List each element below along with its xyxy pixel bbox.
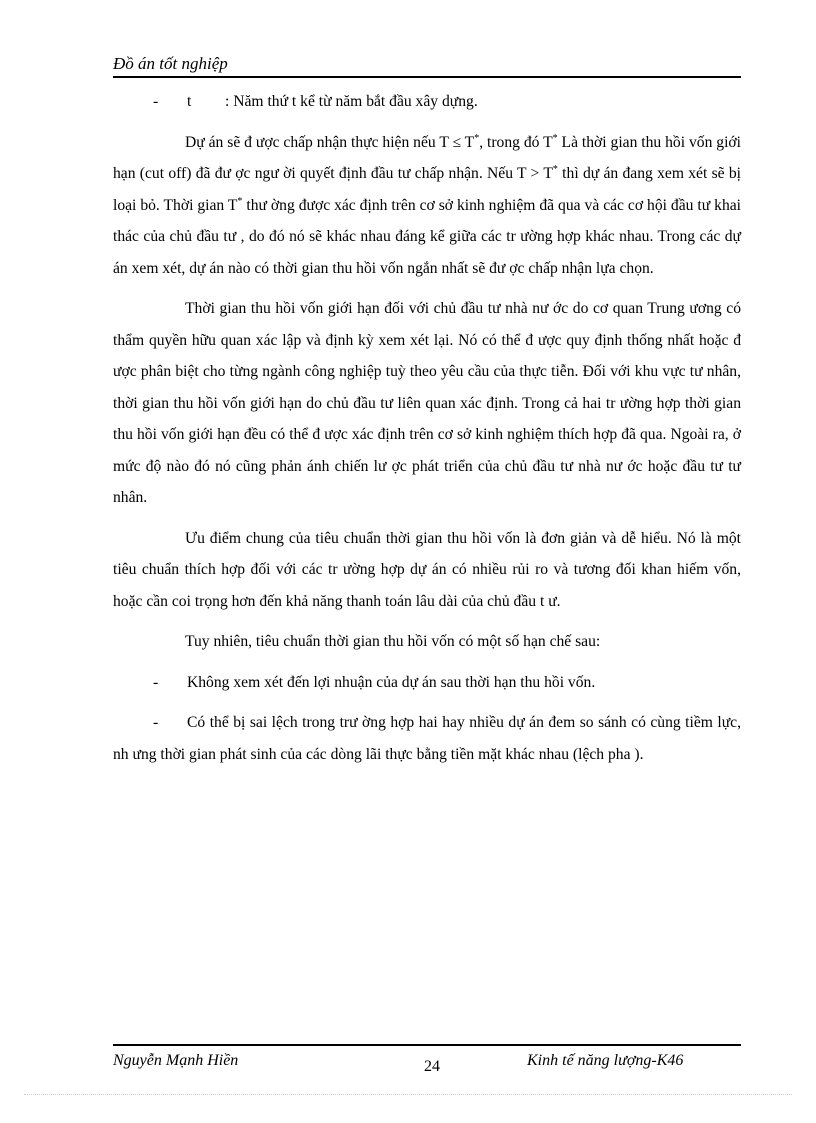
p1-part-e: thư ờng được xác định trên cơ sở kinh nghiệm đã qua và các cơ hội đầu tư khai thác của chủ đầu tư , do đó nó sẽ khác nhau đáng kể giữa các tr ường hợp khác nhau. Trong các dự án xem xét, dự án nào có thời gian thu hồi vốn ngắn nhất sẽ đư ợc chấp nhận lựa chọn. — [113, 196, 741, 277]
footer-rule — [113, 1044, 741, 1046]
limitation-item-1 — [113, 667, 741, 699]
limitation-text-1: Không xem xét đến lợi nhuận của dự án sau thời hạn thu hồi vốn. — [187, 673, 596, 691]
page-body — [113, 86, 741, 779]
header-rule — [113, 76, 741, 78]
footer-course: Kinh tế năng lượng-K46 — [527, 1052, 684, 1069]
page-boundary-line — [24, 1094, 792, 1095]
limitation-text-2: Có thể bị sai lệch trong trư ờng hợp hai hay nhiều dự án đem so sánh có cùng tiềm lực, nh ưng thời gian phát sinh của các dòng lãi thực bằng tiền mặt khác nhau (lệch pha ). — [113, 714, 741, 763]
definition-text: : Năm thứ t kể từ năm bắt đầu xây dựng. — [225, 93, 478, 110]
definition-item-t — [113, 86, 741, 118]
paragraph-advantages: Ưu điểm chung của tiêu chuẩn thời gian thu hồi vốn là đơn giản và dễ hiểu. Nó là một tiêu chuẩn thích hợp đối với các tr ường hợp dự án có nhiều rủi ro và tương đối khan hiếm vốn, hoặc cần coi trọng hơn đến khả năng thanh toán lâu dài của chủ đầu t ư. — [113, 529, 741, 610]
paragraph-acceptance — [113, 127, 741, 285]
superscript-star: * — [552, 163, 558, 175]
header-title: Đồ án tốt nghiệp — [113, 54, 228, 73]
limitation-item-2 — [113, 707, 741, 770]
superscript-star: * — [474, 132, 480, 144]
p1-part-c: Là thời gian thu hồi vốn giới hạn (cut off) đã đư ợc ngư ời quyết định đầu tư chấp nhận. Nếu T > T — [113, 133, 741, 182]
footer-author: Nguyễn Mạnh Hiền — [113, 1052, 239, 1069]
paragraph-limitations-intro: Tuy nhiên, tiêu chuẩn thời gian thu hồi vốn có một số hạn chế sau: — [185, 633, 601, 650]
bullet-dash: - — [153, 714, 159, 731]
p1-part-d: thì dự án đang xem xét sẽ bị loại bỏ. Thời gian T — [113, 165, 741, 214]
bullet-dash: - — [153, 93, 159, 110]
superscript-star: * — [237, 195, 243, 207]
page-number: 24 — [424, 1058, 440, 1075]
superscript-star: * — [552, 132, 558, 144]
p1-part-b: , trong đó T — [479, 133, 553, 151]
symbol-t: t — [187, 93, 192, 110]
paragraph-cutoff-period: Thời gian thu hồi vốn giới hạn đối với chủ đầu tư nhà nư ớc do cơ quan Trung ương có thẩm quyền hữu quan xác lập và định kỳ xem xét lại. Nó có thể đ ược quy định thống nhất hoặc đ ược phân biệt cho từng ngành công nghiệp tuỳ theo yêu cầu của thực tiễn. Đối với khu vực tư nhân, thời gian thu hồi vốn giới hạn do chủ đầu tư liên quan xác định. Trong cả hai tr ường hợp thời gian thu hồi vốn giới hạn đều có thể đ ược xác định trên cơ sở kinh nghiệm thích hợp đã qua. Ngoài ra, ở mức độ nào đó nó cũng phản ánh chiến lư ợc phát triển của chủ đầu tư nhà nư ớc hoặc đầu tư tư nhân. — [113, 300, 741, 506]
bullet-dash: - — [153, 673, 159, 691]
p1-part-a: Dự án sẽ đ ược chấp nhận thực hiện nếu T ≤ T — [185, 133, 475, 151]
